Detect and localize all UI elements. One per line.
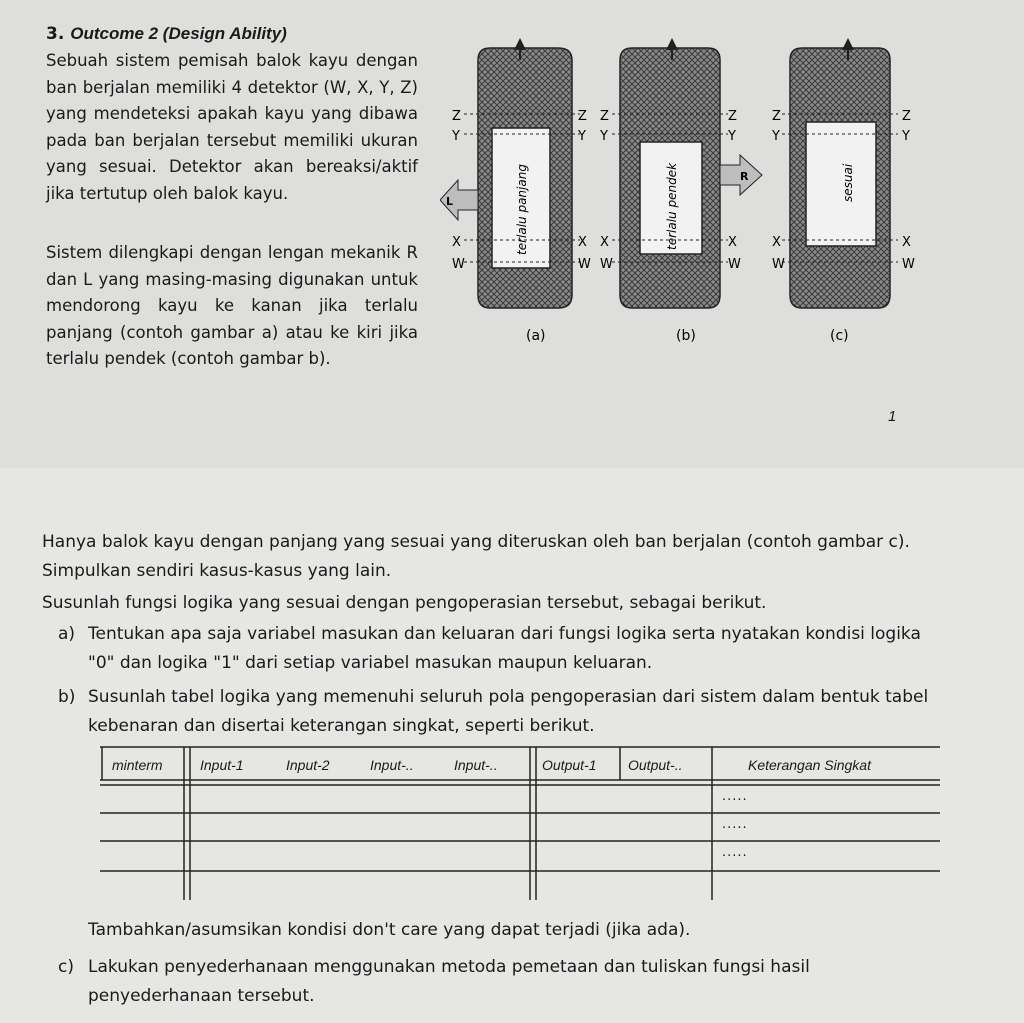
item-a-text: Tentukan apa saja variabel masukan dan keluaran dari fungsi logika serta nyatakan kondisi logika "0" dan logika "1" dari setiap variabel masukan maupun keluaran.	[88, 624, 921, 673]
detector-z-c-r: Z	[902, 109, 911, 124]
detector-z-a-r: Z	[578, 109, 587, 124]
body-paragraph-2: Susunlah fungsi logika yang sesuai dengan pengoperasian tersebut, sebagai berikut.	[42, 593, 767, 613]
arrow-up-icon	[842, 38, 854, 50]
conveyor-figure	[440, 30, 940, 360]
detector-x-c-r: X	[902, 235, 911, 250]
detector-z-b-r: Z	[728, 109, 737, 124]
detector-y-b-r: Y	[728, 129, 736, 144]
panel-a-caption: (a)	[526, 328, 546, 344]
detector-w-b-r: W	[728, 257, 741, 272]
page-number: 1	[888, 408, 897, 425]
item-c-label: c)	[58, 957, 74, 977]
item-b-label: b)	[58, 687, 76, 707]
detector-w-c-r: W	[902, 257, 915, 272]
detector-x-b: X	[600, 235, 609, 250]
detector-x-b-r: X	[728, 235, 737, 250]
arm-right-label: R	[740, 170, 749, 183]
detector-w-a-r: W	[578, 257, 591, 272]
panel-c	[782, 38, 898, 308]
intro-paragraph: Sebuah sistem pemisah balok kayu dengan ban berjalan memiliki 4 detektor (W, X, Y, Z) yang mendeteksi apakah kayu yang dibawa pada ban berjalan tersebut memiliki ukuran yang sesuai. Detektor akan bereaksi/aktif jika tertutup oleh balok kayu.	[46, 51, 418, 203]
arrow-up-icon	[666, 38, 678, 50]
header-input-4: Input-..	[454, 757, 498, 773]
question-title	[46, 24, 287, 44]
detector-w-a: W	[452, 257, 465, 272]
arm-left-label: L	[446, 195, 454, 208]
detector-x-c: X	[772, 235, 781, 250]
detector-w-b: W	[600, 257, 613, 272]
conveyor-diagram	[440, 30, 940, 360]
item-b-text: Susunlah tabel logika yang memenuhi seluruh pola pengoperasian dari sistem dalam bentuk tabel kebenaran dan disertai keterangan singkat, seperti berikut.	[88, 687, 929, 736]
detector-z-c: Z	[772, 109, 781, 124]
item-c-text: Lakukan penyederhanaan menggunakan metoda pemetaan dan tuliskan fungsi hasil penyederhanaan tersebut.	[88, 957, 810, 1006]
detector-y-c-r: Y	[902, 129, 910, 144]
detector-z-a: Z	[452, 109, 461, 124]
arrow-up-icon	[514, 38, 526, 50]
panel-b-label: terlalu pendek	[665, 162, 679, 250]
detector-z-b: Z	[600, 109, 609, 124]
panel-b-caption: (b)	[676, 328, 696, 344]
detector-w-c: W	[772, 257, 785, 272]
body-paragraph-1: Hanya balok kayu dengan panjang yang sesuai yang diteruskan oleh ban berjalan (contoh gambar c). Simpulkan sendiri kasus-kasus yang lain.	[42, 532, 910, 581]
question-title-text: Outcome 2 (Design Ability)	[70, 24, 287, 43]
detector-x-a-r: X	[578, 235, 587, 250]
detector-x-a: X	[452, 235, 461, 250]
header-input-3: Input-..	[370, 757, 414, 773]
detector-y-c: Y	[772, 129, 780, 144]
panel-a-label: terlalu panjang	[515, 164, 529, 255]
item-a-label: a)	[58, 624, 76, 644]
detector-y-b: Y	[600, 129, 608, 144]
dots-row-1: .....	[722, 789, 748, 804]
header-minterm: minterm	[112, 757, 163, 773]
question-number: 3.	[46, 24, 65, 44]
header-input-2: Input-2	[286, 757, 330, 773]
header-output-1: Output-1	[542, 757, 597, 773]
header-output-2: Output-..	[628, 757, 683, 773]
dots-row-2: .....	[722, 817, 748, 832]
header-input-1: Input-1	[200, 757, 244, 773]
panel-c-caption: (c)	[830, 328, 849, 344]
dont-care-note: Tambahkan/asumsikan kondisi don't care yang dapat terjadi (jika ada).	[88, 920, 691, 940]
detector-y-a-r: Y	[578, 129, 586, 144]
header-keterangan: Keterangan Singkat	[748, 757, 871, 773]
detector-y-a: Y	[452, 129, 460, 144]
truth-table-template	[100, 745, 940, 900]
arm-paragraph: Sistem dilengkapi dengan lengan mekanik R dan L yang masing-masing digunakan untuk mendorong kayu ke kanan jika terlalu panjang (contoh gambar a) atau ke kiri jika terlalu pendek (contoh gambar b).	[46, 243, 418, 368]
dots-row-3: .....	[722, 845, 748, 860]
panel-c-label: sesuai	[841, 163, 855, 202]
